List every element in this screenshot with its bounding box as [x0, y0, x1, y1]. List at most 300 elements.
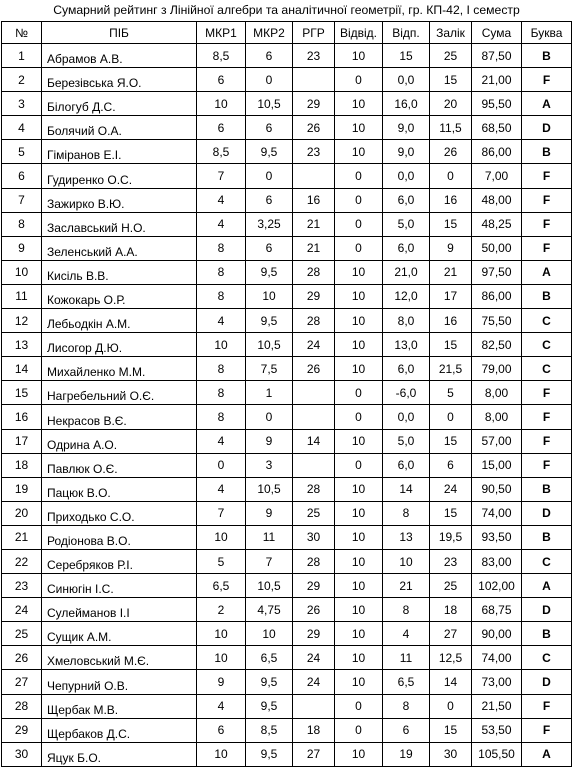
cell-total: 83,00: [472, 549, 522, 573]
cell-attendance: 10: [335, 92, 383, 116]
table-row: [2, 646, 572, 670]
header-total: Сума: [472, 22, 522, 44]
cell-credit: 15: [430, 212, 472, 236]
cell-total: 57,00: [472, 429, 522, 453]
cell-credit: 9: [430, 236, 472, 260]
cell-letter: F: [522, 453, 572, 477]
cell-mkr1: 8: [197, 381, 246, 405]
cell-mkr1: 6: [197, 718, 246, 742]
cell-total: 53,50: [472, 718, 522, 742]
cell-mkr2: 11: [246, 525, 293, 549]
cell-letter: C: [522, 309, 572, 333]
cell-name: Лебьодкін А.М.: [42, 309, 197, 333]
cell-letter: B: [522, 140, 572, 164]
cell-name: Гудиренко О.С.: [42, 164, 197, 188]
cell-attendance: 0: [335, 188, 383, 212]
cell-credit: 14: [430, 670, 472, 694]
cell-total: 75,50: [472, 309, 522, 333]
cell-number: 12: [2, 309, 42, 333]
cell-letter: C: [522, 333, 572, 357]
cell-answers: 12,0: [383, 284, 430, 308]
page-title: Сумарний рейтинг з Лінійної алгебри та аналітичної геометрії, гр. КП-42, І семестр: [53, 3, 520, 17]
cell-attendance: 0: [335, 212, 383, 236]
cell-answers: 8: [383, 501, 430, 525]
cell-attendance: 0: [335, 718, 383, 742]
cell-total: 21,00: [472, 68, 522, 92]
cell-mkr2: 7: [246, 549, 293, 573]
cell-attendance: 10: [335, 44, 383, 68]
header-answers: Відп.: [383, 22, 430, 44]
cell-name: Некрасов В.Є.: [42, 405, 197, 429]
cell-number: 27: [2, 670, 42, 694]
cell-name: Лисогор Д.Ю.: [42, 333, 197, 357]
cell-number: 15: [2, 381, 42, 405]
cell-number: 14: [2, 357, 42, 381]
cell-number: 8: [2, 212, 42, 236]
cell-attendance: 10: [335, 598, 383, 622]
cell-name: Чепурний О.В.: [42, 670, 197, 694]
cell-letter: A: [522, 742, 572, 766]
cell-attendance: 10: [335, 429, 383, 453]
cell-mkr2: 9,5: [246, 309, 293, 333]
cell-credit: 21: [430, 260, 472, 284]
cell-total: 102,00: [472, 574, 522, 598]
cell-letter: C: [522, 646, 572, 670]
cell-rgr: 26: [293, 116, 335, 140]
cell-total: 97,50: [472, 260, 522, 284]
cell-name: Синюгін І.С.: [42, 574, 197, 598]
cell-mkr1: 2: [197, 598, 246, 622]
cell-letter: D: [522, 598, 572, 622]
cell-credit: 20: [430, 92, 472, 116]
cell-attendance: 0: [335, 694, 383, 718]
cell-rgr: 29: [293, 92, 335, 116]
cell-attendance: 10: [335, 670, 383, 694]
header-credit: Залік: [430, 22, 472, 44]
cell-rgr: 24: [293, 333, 335, 357]
cell-mkr1: 4: [197, 429, 246, 453]
cell-credit: 18: [430, 598, 472, 622]
cell-number: 28: [2, 694, 42, 718]
cell-mkr1: 4: [197, 477, 246, 501]
cell-answers: 14: [383, 477, 430, 501]
cell-name: Родіонова В.О.: [42, 525, 197, 549]
cell-answers: 16,0: [383, 92, 430, 116]
table-row: [2, 670, 572, 694]
cell-answers: 9,0: [383, 116, 430, 140]
cell-total: 68,75: [472, 598, 522, 622]
table-row: [2, 742, 572, 766]
cell-mkr2: 10,5: [246, 574, 293, 598]
cell-letter: F: [522, 164, 572, 188]
cell-mkr2: 6,5: [246, 646, 293, 670]
cell-mkr1: 8,5: [197, 140, 246, 164]
cell-rgr: 21: [293, 236, 335, 260]
cell-mkr2: 9,5: [246, 140, 293, 164]
cell-answers: 0,0: [383, 164, 430, 188]
cell-attendance: 10: [335, 357, 383, 381]
cell-number: 20: [2, 501, 42, 525]
cell-mkr1: 10: [197, 646, 246, 670]
table-row: [2, 549, 572, 573]
cell-mkr2: 0: [246, 68, 293, 92]
cell-answers: 0,0: [383, 68, 430, 92]
cell-credit: 11,5: [430, 116, 472, 140]
cell-mkr1: 5: [197, 549, 246, 573]
cell-name: Зеленський А.А.: [42, 236, 197, 260]
cell-mkr1: 10: [197, 742, 246, 766]
cell-answers: 6,0: [383, 236, 430, 260]
cell-letter: D: [522, 670, 572, 694]
cell-attendance: 10: [335, 477, 383, 501]
cell-attendance: 10: [335, 140, 383, 164]
cell-answers: 8,0: [383, 309, 430, 333]
cell-credit: 15: [430, 68, 472, 92]
table-row: [2, 140, 572, 164]
cell-rgr: 28: [293, 549, 335, 573]
table-row: [2, 164, 572, 188]
cell-attendance: 10: [335, 525, 383, 549]
cell-mkr2: 6: [246, 44, 293, 68]
cell-number: 29: [2, 718, 42, 742]
cell-rgr: [293, 381, 335, 405]
cell-credit: 15: [430, 718, 472, 742]
header-letter: Буква: [522, 22, 572, 44]
cell-credit: 25: [430, 574, 472, 598]
cell-attendance: 0: [335, 68, 383, 92]
cell-total: 74,00: [472, 501, 522, 525]
cell-mkr2: 10: [246, 284, 293, 308]
table-row: [2, 477, 572, 501]
header-number: №: [2, 22, 42, 44]
cell-mkr2: 8,5: [246, 718, 293, 742]
cell-number: 1: [2, 44, 42, 68]
cell-credit: 16: [430, 309, 472, 333]
cell-total: 48,25: [472, 212, 522, 236]
cell-name: Кисіль В.В.: [42, 260, 197, 284]
table-row: [2, 309, 572, 333]
cell-rgr: 26: [293, 598, 335, 622]
cell-attendance: 0: [335, 453, 383, 477]
cell-total: 86,00: [472, 140, 522, 164]
cell-letter: F: [522, 381, 572, 405]
cell-mkr1: 4: [197, 188, 246, 212]
cell-total: 7,00: [472, 164, 522, 188]
cell-letter: F: [522, 694, 572, 718]
cell-letter: C: [522, 549, 572, 573]
cell-mkr2: 6: [246, 236, 293, 260]
cell-rgr: 28: [293, 260, 335, 284]
cell-mkr1: 4: [197, 309, 246, 333]
cell-mkr2: 9: [246, 429, 293, 453]
cell-total: 21,50: [472, 694, 522, 718]
table-row: [2, 501, 572, 525]
cell-name: Хмеловський М.Є.: [42, 646, 197, 670]
cell-name: Нагребельний О.Є.: [42, 381, 197, 405]
cell-letter: B: [522, 284, 572, 308]
cell-total: 82,50: [472, 333, 522, 357]
cell-credit: 26: [430, 140, 472, 164]
cell-mkr2: 10,5: [246, 477, 293, 501]
cell-total: 48,00: [472, 188, 522, 212]
header-attendance: Відвід.: [335, 22, 383, 44]
cell-total: 105,50: [472, 742, 522, 766]
cell-mkr2: 9,5: [246, 742, 293, 766]
cell-number: 10: [2, 260, 42, 284]
table-row: [2, 44, 572, 68]
cell-number: 26: [2, 646, 42, 670]
cell-mkr1: 9: [197, 670, 246, 694]
cell-answers: 5,0: [383, 429, 430, 453]
cell-mkr2: 7,5: [246, 357, 293, 381]
cell-number: 16: [2, 405, 42, 429]
cell-mkr2: 9,5: [246, 260, 293, 284]
cell-letter: F: [522, 718, 572, 742]
cell-total: 95,50: [472, 92, 522, 116]
cell-number: 5: [2, 140, 42, 164]
cell-mkr1: 8: [197, 284, 246, 308]
cell-letter: C: [522, 357, 572, 381]
cell-number: 17: [2, 429, 42, 453]
cell-letter: F: [522, 236, 572, 260]
cell-letter: D: [522, 501, 572, 525]
table-row: [2, 68, 572, 92]
cell-mkr1: 4: [197, 212, 246, 236]
cell-mkr1: 8,5: [197, 44, 246, 68]
cell-letter: F: [522, 212, 572, 236]
cell-attendance: 0: [335, 405, 383, 429]
cell-rgr: 27: [293, 742, 335, 766]
cell-answers: 11: [383, 646, 430, 670]
cell-rgr: [293, 405, 335, 429]
table-header: [2, 22, 572, 44]
cell-mkr1: 6: [197, 68, 246, 92]
table-row: [2, 284, 572, 308]
table-row: [2, 405, 572, 429]
table-row: [2, 188, 572, 212]
cell-mkr2: 6: [246, 116, 293, 140]
cell-mkr1: 4: [197, 694, 246, 718]
cell-answers: -6,0: [383, 381, 430, 405]
cell-name: Гіміранов Е.І.: [42, 140, 197, 164]
cell-name: Щербак М.В.: [42, 694, 197, 718]
cell-rgr: 26: [293, 357, 335, 381]
cell-credit: 6: [430, 453, 472, 477]
header-mkr2: МКР2: [246, 22, 293, 44]
cell-answers: 4: [383, 622, 430, 646]
cell-total: 68,50: [472, 116, 522, 140]
cell-total: 87,50: [472, 44, 522, 68]
cell-mkr2: 9: [246, 501, 293, 525]
table-row: [2, 429, 572, 453]
cell-name: Сулейманов І.І: [42, 598, 197, 622]
cell-mkr1: 7: [197, 164, 246, 188]
cell-mkr1: 7: [197, 501, 246, 525]
cell-credit: 30: [430, 742, 472, 766]
cell-letter: B: [522, 477, 572, 501]
cell-mkr1: 8: [197, 405, 246, 429]
cell-mkr2: 10,5: [246, 333, 293, 357]
table-row: [2, 116, 572, 140]
cell-attendance: 10: [335, 501, 383, 525]
cell-total: 90,50: [472, 477, 522, 501]
cell-answers: 5,0: [383, 212, 430, 236]
header-rgr: РГР: [293, 22, 335, 44]
cell-mkr2: 3: [246, 453, 293, 477]
cell-credit: 24: [430, 477, 472, 501]
cell-total: 15,00: [472, 453, 522, 477]
cell-rgr: 14: [293, 429, 335, 453]
cell-mkr1: 10: [197, 622, 246, 646]
cell-rgr: [293, 694, 335, 718]
table-row: [2, 622, 572, 646]
cell-mkr2: 0: [246, 164, 293, 188]
cell-rgr: 23: [293, 140, 335, 164]
cell-answers: 6: [383, 718, 430, 742]
cell-rgr: 28: [293, 477, 335, 501]
table-row: [2, 260, 572, 284]
table-row: [2, 598, 572, 622]
cell-attendance: 10: [335, 549, 383, 573]
cell-letter: A: [522, 92, 572, 116]
cell-answers: 0,0: [383, 405, 430, 429]
cell-number: 9: [2, 236, 42, 260]
cell-answers: 6,0: [383, 188, 430, 212]
rating-table: [1, 21, 572, 767]
cell-rgr: 30: [293, 525, 335, 549]
cell-attendance: 10: [335, 116, 383, 140]
cell-letter: A: [522, 260, 572, 284]
cell-rgr: 29: [293, 284, 335, 308]
table-body: [2, 44, 572, 767]
cell-number: 13: [2, 333, 42, 357]
cell-number: 21: [2, 525, 42, 549]
cell-number: 6: [2, 164, 42, 188]
cell-name: Кожокарь О.Р.: [42, 284, 197, 308]
cell-total: 73,00: [472, 670, 522, 694]
cell-mkr1: 8: [197, 357, 246, 381]
cell-letter: F: [522, 405, 572, 429]
cell-mkr1: 8: [197, 260, 246, 284]
cell-total: 79,00: [472, 357, 522, 381]
cell-credit: 5: [430, 381, 472, 405]
cell-mkr1: 6,5: [197, 574, 246, 598]
cell-name: Одрина А.О.: [42, 429, 197, 453]
cell-mkr2: 4,75: [246, 598, 293, 622]
cell-total: 50,00: [472, 236, 522, 260]
table-row: [2, 333, 572, 357]
cell-mkr2: 3,25: [246, 212, 293, 236]
table-row: [2, 574, 572, 598]
cell-number: 3: [2, 92, 42, 116]
cell-name: Березівська Я.О.: [42, 68, 197, 92]
table-row: [2, 694, 572, 718]
cell-number: 24: [2, 598, 42, 622]
cell-mkr1: 6: [197, 116, 246, 140]
cell-total: 8,00: [472, 381, 522, 405]
cell-answers: 6,0: [383, 453, 430, 477]
cell-number: 11: [2, 284, 42, 308]
cell-number: 30: [2, 742, 42, 766]
table-row: [2, 92, 572, 116]
cell-attendance: 10: [335, 284, 383, 308]
cell-attendance: 10: [335, 622, 383, 646]
cell-rgr: [293, 164, 335, 188]
table-row: [2, 718, 572, 742]
cell-letter: B: [522, 525, 572, 549]
cell-name: Михайленко М.М.: [42, 357, 197, 381]
cell-total: 90,00: [472, 622, 522, 646]
cell-credit: 15: [430, 333, 472, 357]
cell-attendance: 0: [335, 381, 383, 405]
cell-attendance: 10: [335, 742, 383, 766]
cell-mkr1: 10: [197, 525, 246, 549]
cell-mkr2: 10: [246, 622, 293, 646]
cell-credit: 0: [430, 164, 472, 188]
cell-credit: 15: [430, 429, 472, 453]
cell-name: Сущик А.М.: [42, 622, 197, 646]
cell-total: 93,50: [472, 525, 522, 549]
cell-name: Щербаков Д.С.: [42, 718, 197, 742]
cell-mkr1: 10: [197, 333, 246, 357]
cell-answers: 6,5: [383, 670, 430, 694]
cell-name: Заславський Н.О.: [42, 212, 197, 236]
header-mkr1: МКР1: [197, 22, 246, 44]
cell-number: 4: [2, 116, 42, 140]
cell-rgr: 24: [293, 670, 335, 694]
cell-answers: 10: [383, 549, 430, 573]
cell-attendance: 10: [335, 574, 383, 598]
cell-mkr2: 9,5: [246, 670, 293, 694]
cell-credit: 0: [430, 694, 472, 718]
cell-answers: 8: [383, 694, 430, 718]
cell-letter: F: [522, 429, 572, 453]
table-row: [2, 381, 572, 405]
cell-letter: A: [522, 574, 572, 598]
cell-attendance: 10: [335, 260, 383, 284]
cell-credit: 15: [430, 501, 472, 525]
cell-credit: 19,5: [430, 525, 472, 549]
cell-name: Яцук Б.О.: [42, 742, 197, 766]
cell-attendance: 0: [335, 236, 383, 260]
cell-rgr: 23: [293, 44, 335, 68]
header-name: ПІБ: [42, 22, 197, 44]
cell-mkr1: 0: [197, 453, 246, 477]
cell-attendance: 10: [335, 646, 383, 670]
cell-rgr: 25: [293, 501, 335, 525]
table-row: [2, 453, 572, 477]
cell-credit: 12,5: [430, 646, 472, 670]
cell-mkr2: 10,5: [246, 92, 293, 116]
cell-name: Серебряков Р.І.: [42, 549, 197, 573]
cell-answers: 21,0: [383, 260, 430, 284]
cell-name: Павлюк О.Є.: [42, 453, 197, 477]
cell-mkr1: 8: [197, 236, 246, 260]
cell-attendance: 0: [335, 164, 383, 188]
cell-number: 7: [2, 188, 42, 212]
cell-answers: 6,0: [383, 357, 430, 381]
cell-letter: F: [522, 188, 572, 212]
cell-number: 25: [2, 622, 42, 646]
cell-letter: F: [522, 68, 572, 92]
cell-mkr2: 6: [246, 188, 293, 212]
cell-mkr1: 10: [197, 92, 246, 116]
cell-name: Білогуб Д.С.: [42, 92, 197, 116]
cell-number: 2: [2, 68, 42, 92]
cell-rgr: 16: [293, 188, 335, 212]
cell-answers: 13,0: [383, 333, 430, 357]
cell-credit: 21,5: [430, 357, 472, 381]
